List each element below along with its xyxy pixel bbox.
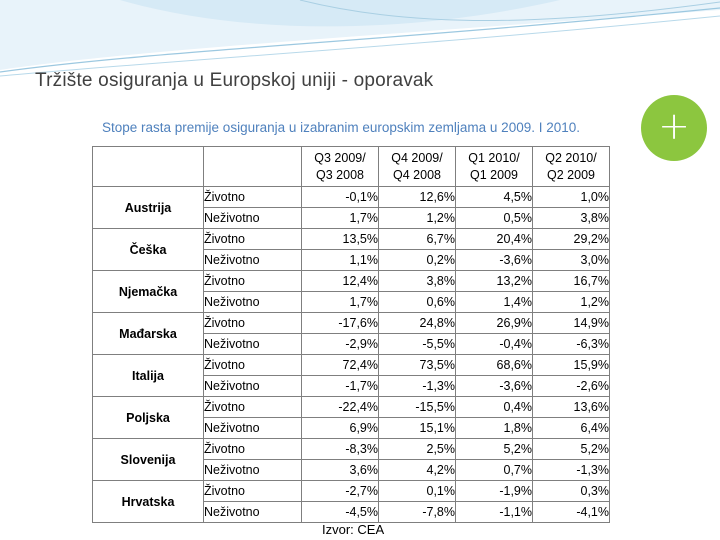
source-note: Izvor: CEA: [322, 522, 385, 537]
insurance-type: Neživotno: [204, 502, 302, 523]
growth-value: 2,5%: [379, 439, 456, 460]
growth-value: -5,5%: [379, 334, 456, 355]
growth-value: 6,7%: [379, 229, 456, 250]
growth-value: 15,1%: [379, 418, 456, 439]
column-header: Q1 2010/ Q1 2009: [456, 147, 533, 187]
table-row: [93, 229, 610, 250]
insurance-type: Životno: [204, 481, 302, 502]
growth-value: 1,0%: [533, 187, 610, 208]
growth-value: 0,4%: [456, 397, 533, 418]
growth-value: 3,6%: [302, 460, 379, 481]
insurance-type: Neživotno: [204, 208, 302, 229]
growth-value: 3,0%: [533, 250, 610, 271]
growth-value: 4,2%: [379, 460, 456, 481]
insurance-type: Životno: [204, 355, 302, 376]
country-name: Njemačka: [93, 271, 204, 313]
country-name: Slovenija: [93, 439, 204, 481]
insurance-type: Životno: [204, 229, 302, 250]
insurance-type: Životno: [204, 439, 302, 460]
growth-value: 13,6%: [533, 397, 610, 418]
growth-value: 0,1%: [379, 481, 456, 502]
insurance-type: Neživotno: [204, 250, 302, 271]
growth-value: 1,4%: [456, 292, 533, 313]
growth-value: -2,7%: [302, 481, 379, 502]
growth-value: 3,8%: [379, 271, 456, 292]
table-row: [93, 439, 610, 460]
column-header: Q3 2009/ Q3 2008: [302, 147, 379, 187]
growth-value: -2,9%: [302, 334, 379, 355]
growth-value: 68,6%: [456, 355, 533, 376]
insurance-type: Neživotno: [204, 334, 302, 355]
growth-value: 16,7%: [533, 271, 610, 292]
growth-value: -22,4%: [302, 397, 379, 418]
growth-value: 1,7%: [302, 208, 379, 229]
growth-value: 73,5%: [379, 355, 456, 376]
table-row: [93, 271, 610, 292]
growth-value: -3,6%: [456, 250, 533, 271]
growth-value: -7,8%: [379, 502, 456, 523]
insurance-type: Neživotno: [204, 418, 302, 439]
column-header: Q2 2010/ Q2 2009: [533, 147, 610, 187]
insurance-type: Neživotno: [204, 376, 302, 397]
growth-value: -4,1%: [533, 502, 610, 523]
growth-value: -1,1%: [456, 502, 533, 523]
growth-value: 1,1%: [302, 250, 379, 271]
growth-value: -4,5%: [302, 502, 379, 523]
growth-value: -0,4%: [456, 334, 533, 355]
insurance-type: Neživotno: [204, 292, 302, 313]
country-name: Austrija: [93, 187, 204, 229]
growth-value: -2,6%: [533, 376, 610, 397]
growth-value: 13,5%: [302, 229, 379, 250]
slide-title: Tržište osiguranja u Europskoj uniji - oporavak: [35, 70, 434, 91]
growth-value: 15,9%: [533, 355, 610, 376]
growth-value: -3,6%: [456, 376, 533, 397]
growth-value: 1,2%: [533, 292, 610, 313]
growth-value: -8,3%: [302, 439, 379, 460]
growth-value: 6,4%: [533, 418, 610, 439]
growth-value: -1,3%: [533, 460, 610, 481]
growth-value: 1,8%: [456, 418, 533, 439]
growth-value: 3,8%: [533, 208, 610, 229]
growth-value: 29,2%: [533, 229, 610, 250]
growth-value: 0,2%: [379, 250, 456, 271]
insurance-type: Neživotno: [204, 460, 302, 481]
table-row: [93, 187, 610, 208]
table-header-row: [93, 147, 610, 187]
growth-value: 6,9%: [302, 418, 379, 439]
growth-value: -6,3%: [533, 334, 610, 355]
growth-value: 5,2%: [533, 439, 610, 460]
plus-icon[interactable]: +: [641, 95, 707, 161]
growth-value: -1,3%: [379, 376, 456, 397]
header-empty: [204, 147, 302, 187]
table-row: [93, 313, 610, 334]
growth-value: -1,9%: [456, 481, 533, 502]
growth-value: 24,8%: [379, 313, 456, 334]
column-header: Q4 2009/ Q4 2008: [379, 147, 456, 187]
growth-value: 72,4%: [302, 355, 379, 376]
growth-value: 0,7%: [456, 460, 533, 481]
table-row: [93, 397, 610, 418]
country-name: Češka: [93, 229, 204, 271]
insurance-type: Životno: [204, 187, 302, 208]
growth-value: -15,5%: [379, 397, 456, 418]
header-empty: [93, 147, 204, 187]
country-name: Italija: [93, 355, 204, 397]
table-body: [93, 187, 610, 523]
growth-value: 4,5%: [456, 187, 533, 208]
growth-value: 26,9%: [456, 313, 533, 334]
growth-value: 12,4%: [302, 271, 379, 292]
growth-value: 13,2%: [456, 271, 533, 292]
table-row: [93, 481, 610, 502]
growth-value: 0,6%: [379, 292, 456, 313]
country-name: Hrvatska: [93, 481, 204, 523]
growth-value: 0,5%: [456, 208, 533, 229]
country-name: Poljska: [93, 397, 204, 439]
table-row: [93, 355, 610, 376]
growth-value: -1,7%: [302, 376, 379, 397]
insurance-type: Životno: [204, 313, 302, 334]
table-caption: Stope rasta premije osiguranja u izabranim europskim zemljama u 2009. I 2010.: [102, 120, 580, 135]
growth-value: 5,2%: [456, 439, 533, 460]
growth-value: -0,1%: [302, 187, 379, 208]
growth-value: 1,2%: [379, 208, 456, 229]
growth-value: 14,9%: [533, 313, 610, 334]
growth-value: 20,4%: [456, 229, 533, 250]
growth-rates-table: [92, 146, 610, 523]
country-name: Mađarska: [93, 313, 204, 355]
insurance-type: Životno: [204, 397, 302, 418]
growth-value: 12,6%: [379, 187, 456, 208]
insurance-type: Životno: [204, 271, 302, 292]
growth-value: 0,3%: [533, 481, 610, 502]
growth-value: 1,7%: [302, 292, 379, 313]
growth-value: -17,6%: [302, 313, 379, 334]
